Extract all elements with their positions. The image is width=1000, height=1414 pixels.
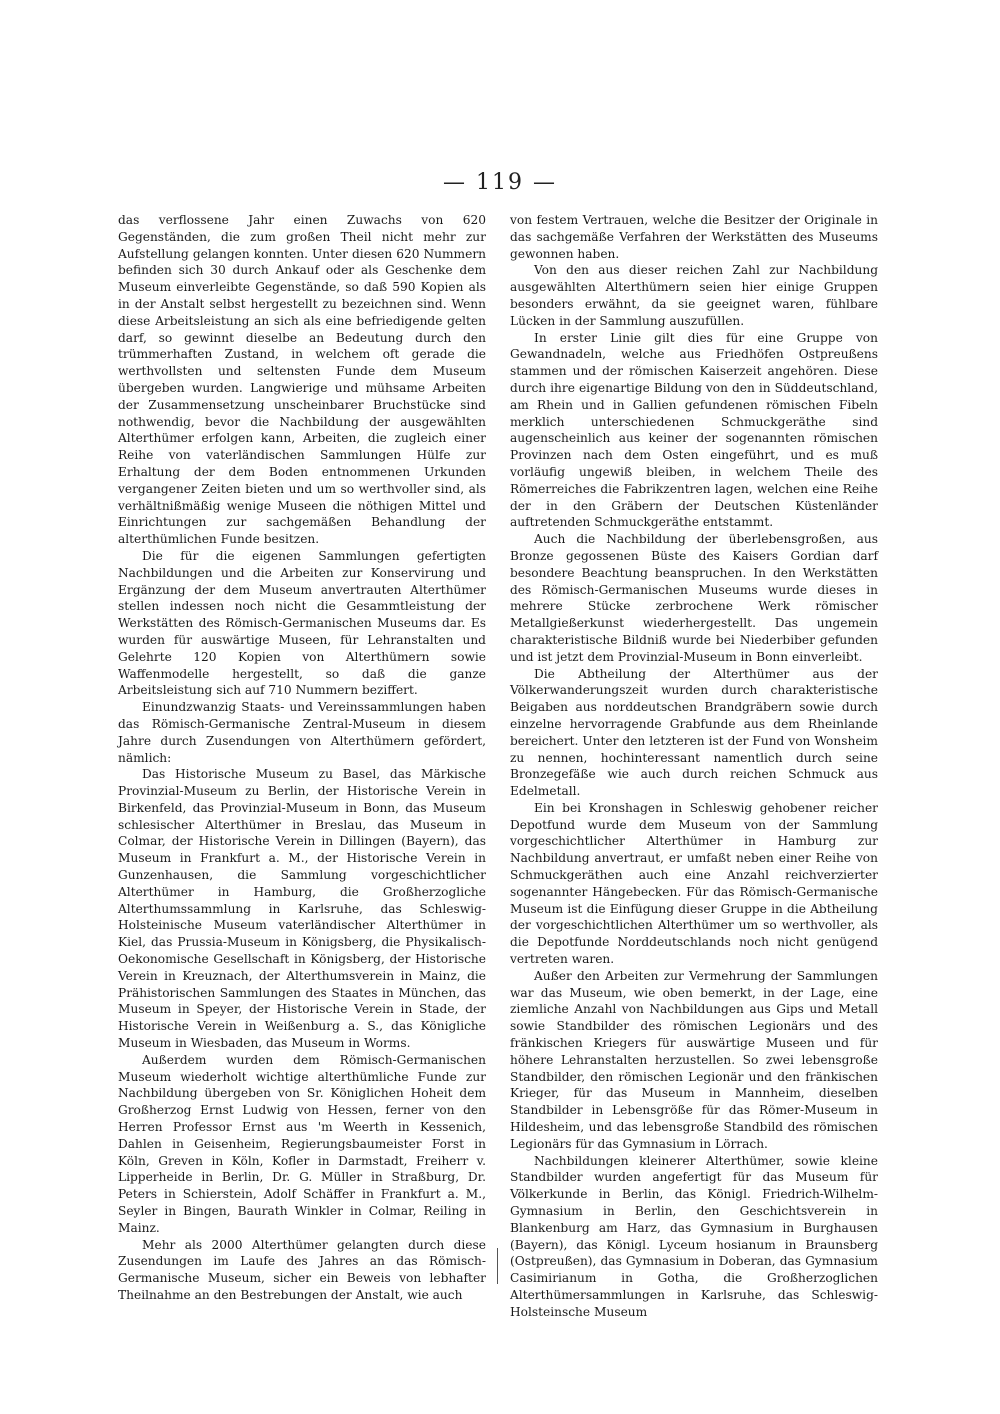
- paragraph: Außerdem wurden dem Römisch-Germanischen Museum wiederholt wichtige alterthümliche Funde zur Nachbildung übergeben von Sr. Königlichen Hoheit dem Großherzog Ernst Ludwig von Hessen, ferner von den Herren Professor Ernst aus 'm Weerth in Kessenich, Dahlen in Geisenheim, Regierungsbaumeister Forst in Köln, Greven in Köln, Kofler in Darmstadt, Freiherr v. Lipperheide in Berlin, Dr. G. Müller in Straßburg, Dr. Peters in Schierstein, Adolf Schäffer in Frankfurt a. M., Seyler in Bingen, Baurath Winkler in Colmar, Reiling in Mainz.: [118, 1052, 486, 1235]
- paragraph: Außer den Arbeiten zur Vermehrung der Sammlungen war das Museum, wie oben bemerkt, in der Lage, eine ziemliche Anzahl von Nachbildungen aus Gips und Metall sowie Standbilder des römischen Legionärs und des fränkischen Kriegers für auswärtige Museen und für höhere Lehranstalten herzustellen. So zwei lebensgroße Standbilder, den römischen Legionär und den fränkischen Krieger, für das Museum in Mannheim, dieselben Standbilder in Lebensgröße für das Römer-Museum in Hildesheim, und das lebensgroße Standbild des römischen Legionärs für das Gymnasium in Lörrach.: [510, 968, 878, 1151]
- page-number: — 119 —: [443, 170, 557, 195]
- paragraph: von festem Vertrauen, welche die Besitzer der Originale in das sachgemäße Verfahren der Werkstätten des Museums gewonnen haben.: [510, 213, 878, 261]
- paragraph: Auch die Nachbildung der überlebensgroßen, aus Bronze gegossenen Büste des Kaisers Gordian darf besondere Beachtung beanspruchen. In den Werkstätten des Römisch-Germanischen Museums wurde dieses in mehrere Stücke zerbrochene Werk römischer Metallgießerkunst wiederhergestellt. Das ungemein charakteristische Bildniß wurde bei Niederbiber gefunden und ist jetzt dem Provinzial-Museum in Bonn einverleibt.: [510, 532, 878, 664]
- right-column: [510, 212, 878, 1321]
- paragraph: Von den aus dieser reichen Zahl zur Nachbildung ausgewählten Alterthümern seien hier einige Gruppen besonders erwähnt, da sie geeignet waren, fühlbare Lücken in der Sammlung auszufüllen.: [510, 263, 878, 328]
- paragraph: Die Abtheilung der Alterthümer aus der Völkerwanderungszeit wurden durch charakteristische Beigaben aus norddeutschen Brandgräbern sowie durch einzelne hervorragende Grabfunde aus dem Rheinlande bereichert. Unter den letzteren ist der Fund von Wonsheim zu nennen, hochinteressant namentlich durch seine Bronzegefäße wie auch durch reichen Schmuck aus Edelmetall.: [510, 666, 878, 799]
- left-column: [118, 212, 486, 1304]
- paragraph: das verflossene Jahr einen Zuwachs von 620 Gegenständen, die zum großen Theil nicht mehr zur Aufstellung gelangen konnten. Unter diesen 620 Nummern befinden sich 30 durch Ankauf oder als Geschenke dem Museum einverleibte Gegenstände, so daß 590 Kopien als in der Anstalt selbst hergestellt zu bezeichnen sind. Wenn diese Arbeitsleistung an sich als eine befriedigende gelten darf, so gewinnt dieselbe an Bedeutung durch den trümmerhaften Zustand, in welchem oft gerade die werthvollsten und seltensten Funde dem Museum übergeben wurden. Langwierige und mühsame Arbeiten der Zusammensetzung unscheinbarer Bruchstücke sind nothwendig, bevor die Nachbildung der ausgewählten Alterthümer erfolgen kann, Arbeiten, die zugleich einer Reihe von vaterländischen Sammlungen Hülfe zur Erhaltung der dem Boden entnommenen Urkunden vergangener Zeiten bieten und um so werthvoller sind, als verhältnißmäßig wenige Museen die nöthigen Mittel und Einrichtungen zur sachgemäßen Behandlung der alterthümlichen Funde besitzen.: [118, 213, 486, 547]
- column-divider: [497, 1248, 498, 1284]
- paragraph: Die für die eigenen Sammlungen gefertigten Nachbildungen und die Arbeiten zur Konservirung und Ergänzung der dem Museum anvertrauten Alterthümer stellen indessen noch nicht die Gesammtleistung der Werkstätten des Römisch-Germanischen Museums dar. Es wurden für auswärtige Museen, für Lehranstalten und Gelehrte 120 Kopien von Alterthümern sowie Waffenmodelle hergestellt, so daß die ganze Arbeitsleistung sich auf 710 Nummern beziffert.: [118, 548, 486, 698]
- paragraph: In erster Linie gilt dies für eine Gruppe von Gewandnadeln, welche aus Friedhöfen Ostpreußens stammen und der römischen Kaiserzeit angehören. Diese durch ihre eigenartige Bildung von den in Süddeutschland, am Rhein und in Gallien gefundenen römischen Fibeln merklich unterschiedenen Schmuckgeräthe sind augenscheinlich aus keiner der sogenannten römischen Provinzen nach dem Osten eingeführt, und es muß vorläufig ungewiß bleiben, in welchem Theile des Römerreiches die Fabrikzentren lagen, welchen eine Reihe der in den Gräbern der Deutschen Küstenländer auftretenden Schmuckgeräthe entstammt.: [510, 330, 878, 530]
- paragraph: Mehr als 2000 Alterthümer gelangten durch diese Zusendungen im Laufe des Jahres an das Römisch-Germanische Museum, sicher ein Beweis von lebhafter Theilnahme an den Bestrebungen der Anstalt, wie auch: [118, 1237, 486, 1302]
- paragraph: Das Historische Museum zu Basel, das Märkische Provinzial-Museum zu Berlin, der Historische Verein in Birkenfeld, das Provinzial-Museum in Bonn, das Museum schlesischer Alterthümer in Breslau, das Museum in Colmar, der Historische Verein in Dillingen (Bayern), das Museum in Frankfurt a. M., der Historische Verein in Gunzenhausen, die Sammlung vorgeschichtlicher Alterthümer in Hamburg, die Großherzogliche Alterthumssammlung in Karlsruhe, das Schleswig-Holsteinische Museum vaterländischer Alterthümer in Kiel, das Prussia-Museum in Königsberg, die Physikalisch-Oekonomische Gesellschaft in Königsberg, der Historische Verein in Kreuznach, der Alterthumsverein in Mainz, die Prähistorischen Sammlungen des Staates in München, das Museum in Speyer, der Historische Verein in Stade, der Historische Verein in Weißenburg a. S., das Königliche Museum in Wiesbaden, das Museum in Worms.: [118, 767, 486, 1051]
- paragraph: Ein bei Kronshagen in Schleswig gehobener reicher Depotfund wurde dem Museum von der Sammlung vorgeschichtlicher Alterthümer in Hamburg zur Nachbildung anvertraut, er umfaßt neben einer Reihe von Schmuckgeräthen auch eine Anzahl reichverzierter sogenannter Hängebecken. Für das Römisch-Germanische Museum ist die Einfügung dieser Gruppe in die Abtheilung der vorgeschichtlichen Alterthümer um so werthvoller, als die Depotfunde Norddeutschlands noch nicht genügend vertreten waren.: [510, 800, 878, 967]
- paragraph: Nachbildungen kleinerer Alterthümer, sowie kleine Standbilder wurden angefertigt für das Museum für Völkerkunde in Berlin, das Königl. Friedrich-Wilhelm-Gymnasium in Berlin, den Geschichtsverein in Blankenburg am Harz, das Gymnasium in Burghausen (Bayern), das Königl. Lyceum hosianum in Braunsberg (Ostpreußen), das Gymnasium in Doberan, das Gymnasium Casimirianum in Gotha, die Großherzoglichen Alterthümersammlungen in Karlsruhe, das Schleswig-Holsteinsche Museum: [510, 1153, 878, 1319]
- paragraph: Einundzwanzig Staats- und Vereinssammlungen haben das Römisch-Germanische Zentral-Museum in diesem Jahre durch Zusendungen von Alterthümern gefördert, nämlich:: [118, 700, 486, 765]
